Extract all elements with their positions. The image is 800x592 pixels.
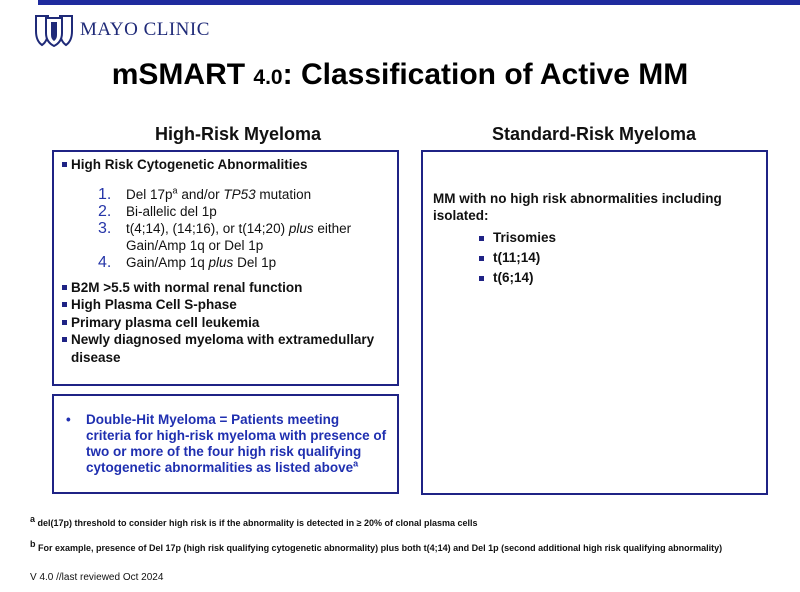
high-risk-heading: High-Risk Myeloma [155,124,322,144]
section-title: High Risk Cytogenetic Abnormalities [62,156,389,174]
high-risk-box [52,150,399,386]
top-accent-bar [38,0,800,5]
standard-risk-text: MM with no high risk abnormalities including isolated: [433,191,722,223]
brand-name: MAYO CLINIC [80,19,210,40]
bullet: • [66,412,71,427]
footnote-a: $^a$ del(17p) threshold to consider high risk is if the abnormality is detected in ≥ 20% of clonal plasma cells [30,514,478,528]
standard-risk-box [421,150,768,495]
list-item: t(11;14) [479,248,756,268]
standard-risk-heading: Standard-Risk Myeloma [492,124,697,144]
list-item: Newly diagnosed myeloma with extramedullary disease [62,331,389,366]
double-hit-text: Double-Hit Myeloma = Patients meeting criteria for high-risk myeloma with presence of two or more of the four high risk qualifying cytogenetic abnormalities as listed above$^a$ [86,412,387,475]
cytogenetic-list [98,186,389,271]
footnote-b: $^b$ For example, presence of Del 17p (high risk qualifying cytogenetic abnormality) plus both t(4;14) and Del 1p (second additional high risk qualifying abnormality) [30,539,723,553]
list-item: 3. t(4;14), (14;16), or t(14;20) plus either Gain/Amp 1q or Del 1p [98,219,352,253]
standard-risk-list [479,228,756,288]
list-item: High Plasma Cell S-phase [62,296,389,314]
mayo-shields-icon [34,13,74,47]
list-item: 1. Del $17p^a$ and/or TP53 mutation [98,185,312,203]
page-title: mSMART 4.0: Classification of Active MM [111,58,689,91]
list-item: Primary plasma cell leukemia [62,314,389,332]
version-label: V 4.0 //last reviewed Oct 2024 [30,572,164,583]
criteria-list [62,279,389,367]
list-item: Trisomies [479,228,756,248]
list-item: 2. Bi-allelic del 1p [98,202,217,220]
list-item: 4. Gain/Amp 1q plus Del 1p [98,253,277,271]
double-hit-box [52,394,399,494]
list-item: B2M >5.5 with normal renal function [62,279,389,297]
mayo-clinic-logo [34,10,210,50]
list-item: t(6;14) [479,268,756,288]
